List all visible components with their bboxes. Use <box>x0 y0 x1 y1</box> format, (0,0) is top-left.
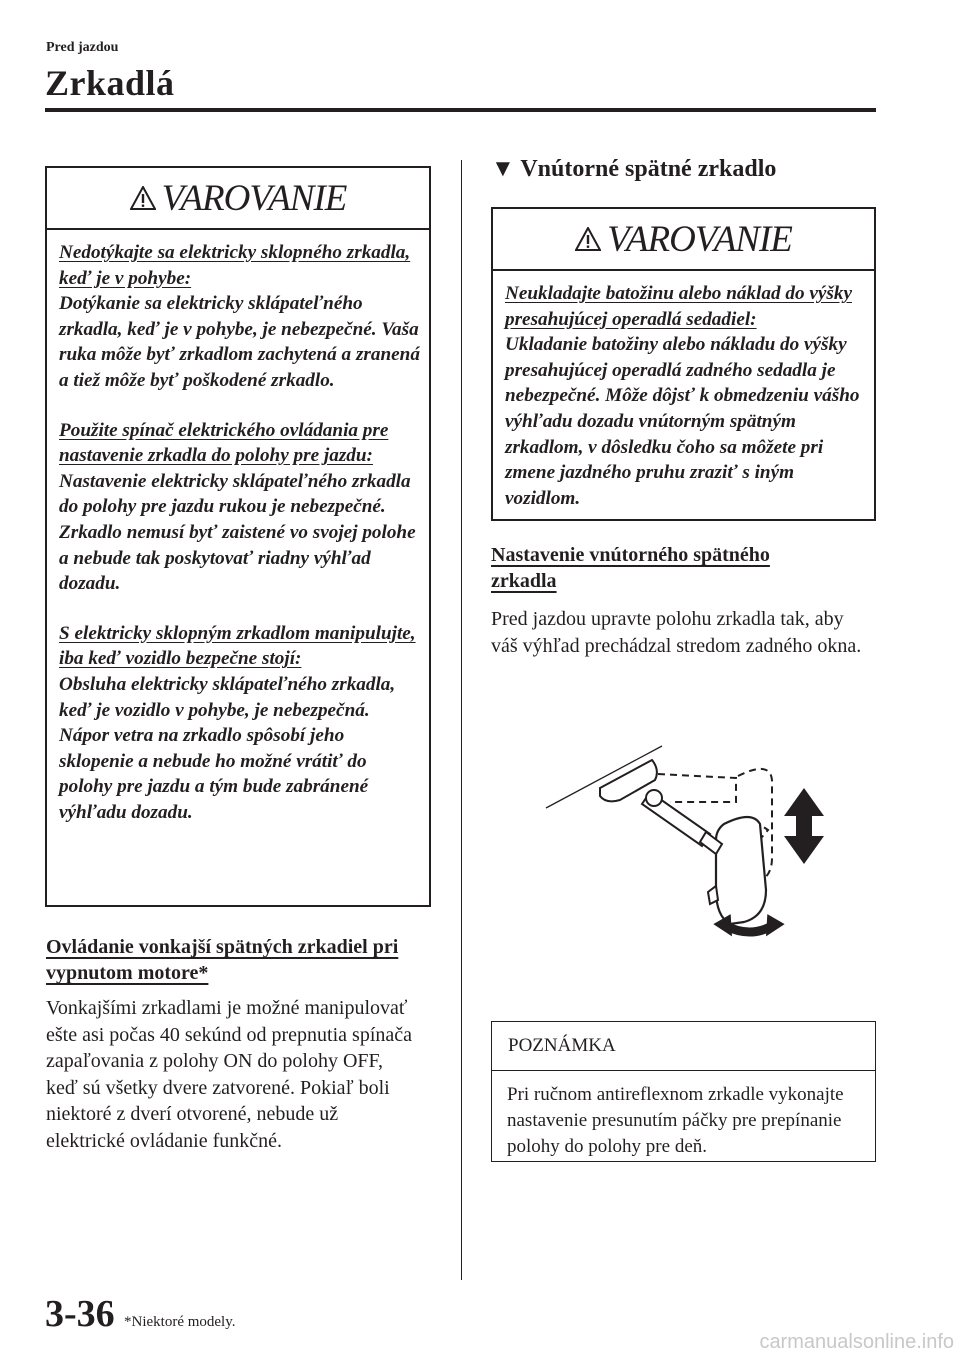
warning-item <box>59 621 421 826</box>
warning-item-text: Obsluha elektricky sklápateľného zrkadla, keď je vozidlo v pohybe, je nebezpečná. Nápor vetra na zrkadlo spôsobí jeho sklopenie a nebude ho možné vrátiť do polohy pre jazdu a tým bude zabránené výhľadu dozadu. <box>59 673 396 823</box>
warning-label: VAROVANIE <box>161 177 347 219</box>
subsection-text-left: Vonkajšími zrkadlami je možné manipulovať ešte asi počas 40 sekúnd od prepnutia spínača zapaľovania z polohy ON do polohy OFF, keď sú všetky dvere zatvorené. Pokiaľ boli niektoré z dverí otvorené, nebude už elektrické ovládanie funkčné. <box>46 997 413 1152</box>
warning-triangle-icon <box>575 227 601 251</box>
warning-header <box>47 168 429 230</box>
subsection-text-right: Pred jazdou upravte polohu zrkadla tak, aby váš výhľad prechádzal stredom zadného okna. <box>491 608 862 657</box>
triangle-down-icon: ▼ <box>491 156 515 182</box>
warning-item-text: Dotýkanie sa elektricky sklápateľného zrkadla, keď je v pohybe, je nebezpečné. Vaša ruka môže byť zrkadlom zachytená a zranená a tiež môže byť poškodené zrkadlo. <box>59 293 420 391</box>
column-divider <box>461 160 462 1280</box>
subsection-heading-left: Ovládanie vonkajší spätných zrkadiel pri vypnutom motore* <box>46 936 399 984</box>
warning-item-heading: S elektricky sklopným zrkadlom manipulujte, iba keď vozidlo bezpečne stojí: <box>59 622 416 670</box>
section-heading-right <box>491 156 776 183</box>
footnote: *Niektoré modely. <box>124 1314 236 1330</box>
warning-header <box>493 209 874 271</box>
watermark: carmanualsonline.info <box>759 1331 954 1353</box>
title-rule <box>45 108 876 112</box>
page-title: Zrkadlá <box>45 63 175 103</box>
warning-item <box>59 418 421 597</box>
warning-item-text: Nastavenie elektricky sklápateľného zrkadla do polohy pre jazdu rukou je nebezpečné. Zrkadlo nemusí byť zaistené vo svojej polohe a nebude tak poskytovať riadny výhľad dozadu. <box>59 470 416 595</box>
warning-body <box>505 281 866 511</box>
note-box <box>491 1021 876 1162</box>
note-text: Pri ručnom antireflexnom zrkadle vykonajte nastavenie presunutím páčky pre prepínanie polohy do polohy pre deň. <box>507 1084 844 1157</box>
warning-item-heading: Neukladajte batožinu alebo náklad do výšky presahujúcej operadlá sedadiel: <box>505 283 852 330</box>
warning-item <box>505 281 866 511</box>
subsection-heading-right: Nastavenie vnútorného spätného zrkadla <box>491 544 770 592</box>
warning-triangle-icon <box>130 186 156 210</box>
warning-label: VAROVANIE <box>607 218 792 260</box>
warning-box-right <box>491 207 876 521</box>
warning-item-text: Ukladanie batožiny alebo nákladu do výšky presahujúcej operadlá zadného sedadla je nebezpečné. Môže dôjsť k obmedzeniu vášho výhľadu dozadu vnútorným spätným zrkadlom, v dôsledku čoho sa môžete pri zmene jazdného pruhu zraziť s iným vozidlom. <box>505 334 860 509</box>
warning-item-heading: Použite spínač elektrického ovládania pre nastavenie zrkadla do polohy pre jazdu: <box>59 419 389 467</box>
warning-item <box>59 240 421 394</box>
page-number: 3-36 <box>45 1293 115 1335</box>
section-heading-text: Vnútorné spätné zrkadlo <box>520 156 777 182</box>
note-header: POZNÁMKA <box>492 1022 875 1071</box>
warning-box-left <box>45 166 431 907</box>
warning-body <box>59 240 421 825</box>
mirror-adjustment-illustration <box>540 740 840 950</box>
warning-item-heading: Nedotýkajte sa elektricky sklopného zrkadla, keď je v pohybe: <box>59 242 411 289</box>
section-label: Pred jazdou <box>46 40 119 55</box>
